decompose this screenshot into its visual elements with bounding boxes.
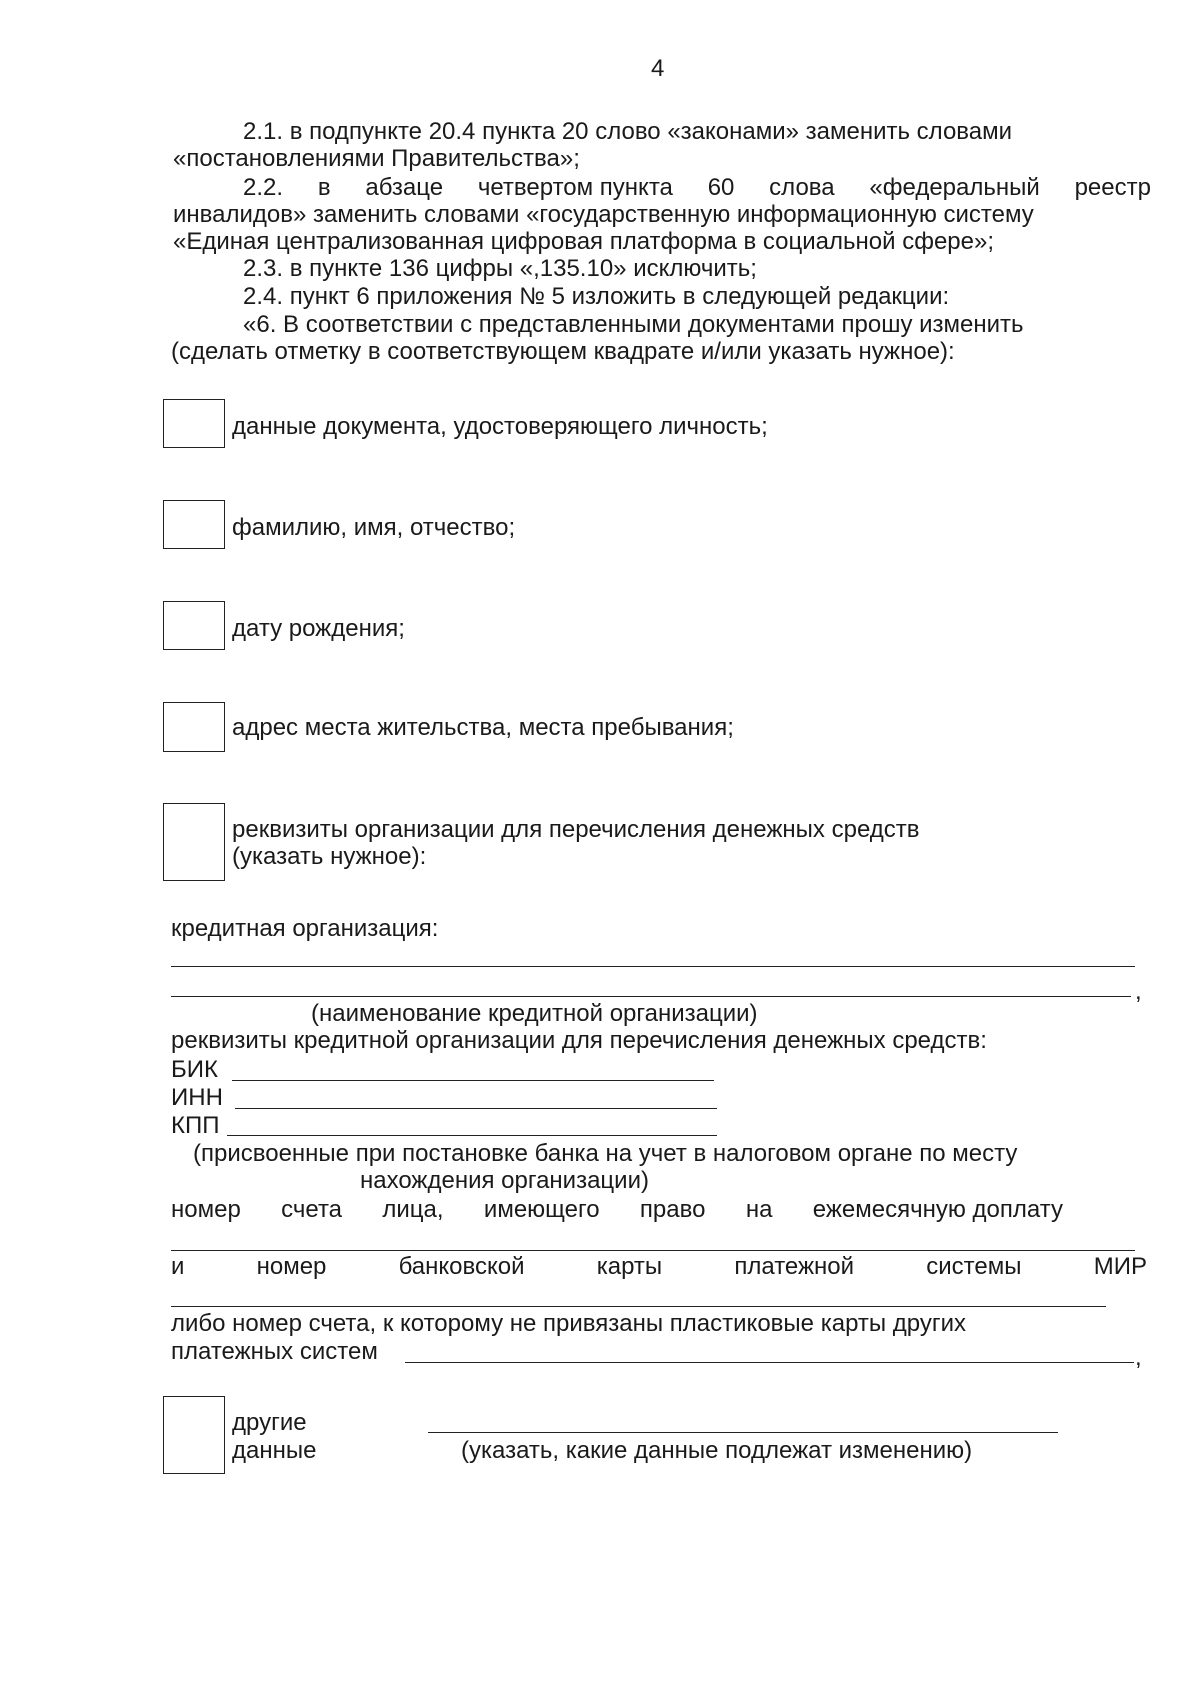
word: банковской bbox=[398, 1253, 525, 1280]
other-data-field[interactable] bbox=[428, 1432, 1058, 1433]
checkbox-bank-details[interactable] bbox=[163, 803, 225, 881]
word: ежемесячную доплату bbox=[812, 1196, 1063, 1223]
word: имеющего bbox=[483, 1196, 600, 1223]
other-account-field[interactable] bbox=[405, 1362, 1134, 1363]
word: абзаце bbox=[365, 174, 444, 201]
inn-label: ИНН bbox=[171, 1084, 223, 1111]
account-field[interactable] bbox=[171, 1250, 1135, 1251]
word: 2.2. bbox=[243, 174, 284, 201]
credit-org-label: кредитная организация: bbox=[171, 915, 439, 942]
other-account-line1: либо номер счета, к которому не привязаны пластиковые карты других bbox=[171, 1310, 967, 1337]
checkbox-document-data[interactable] bbox=[163, 399, 225, 448]
word: лица, bbox=[382, 1196, 444, 1223]
option-full-name-label: фамилию, имя, отчество; bbox=[232, 514, 516, 541]
item-2-1-line2: «постановлениями Правительства»; bbox=[173, 145, 580, 172]
word: платежной bbox=[734, 1253, 855, 1280]
checkbox-address[interactable] bbox=[163, 702, 225, 752]
word: 60 bbox=[707, 174, 735, 201]
word: «федеральный bbox=[869, 174, 1040, 201]
item-2-4: 2.4. пункт 6 приложения № 5 изложить в следующей редакции: bbox=[243, 283, 950, 310]
kpp-hint-line1: (присвоенные при постановке банка на учет в налоговом органе по месту bbox=[193, 1140, 1018, 1167]
checkbox-other-data[interactable] bbox=[163, 1396, 225, 1474]
credit-org-field-line2[interactable] bbox=[171, 996, 1131, 997]
bik-label: БИК bbox=[171, 1056, 218, 1083]
word: право bbox=[639, 1196, 706, 1223]
checkbox-birth-date[interactable] bbox=[163, 601, 225, 650]
word: реестр bbox=[1074, 174, 1151, 201]
word: системы bbox=[926, 1253, 1022, 1280]
option-birth-date-label: дату рождения; bbox=[232, 615, 405, 642]
option-address-label: адрес места жительства, места пребывания; bbox=[232, 714, 734, 741]
option-bank-details-line1: реквизиты организации для перечисления денежных средств bbox=[232, 816, 920, 843]
other-data-hint: (указать, какие данные подлежат изменению) bbox=[461, 1437, 973, 1464]
word: номер bbox=[171, 1196, 241, 1223]
word: карты bbox=[596, 1253, 663, 1280]
item-2-3: 2.3. в пункте 136 цифры «,135.10» исключить; bbox=[243, 255, 757, 282]
item-2-2-line2: инвалидов» заменить словами «государственную информационную систему bbox=[173, 201, 1034, 228]
option-other-line2: данные bbox=[232, 1437, 317, 1464]
word: на bbox=[745, 1196, 773, 1223]
comma: , bbox=[1135, 1344, 1142, 1371]
word: МИР bbox=[1093, 1253, 1147, 1280]
kpp-label: КПП bbox=[171, 1112, 220, 1139]
page-number: 4 bbox=[651, 55, 665, 82]
quote-line1: «6. В соответствии с представленными документами прошу изменить bbox=[243, 311, 1024, 338]
account-line bbox=[171, 1196, 1063, 1224]
kpp-hint-line2: нахождения организации) bbox=[360, 1167, 649, 1194]
item-2-1-line1: 2.1. в подпункте 20.4 пункта 20 слово «законами» заменить словами bbox=[243, 118, 1013, 145]
option-other-line1: другие bbox=[232, 1409, 307, 1436]
word: номер bbox=[256, 1253, 327, 1280]
inn-field[interactable] bbox=[235, 1108, 717, 1109]
credit-org-hint: (наименование кредитной организации) bbox=[311, 1000, 758, 1027]
word: и bbox=[171, 1253, 185, 1280]
kpp-field[interactable] bbox=[227, 1135, 717, 1136]
quote-line2: (сделать отметку в соответствующем квадрате и/или указать нужное): bbox=[171, 338, 955, 365]
comma: , bbox=[1135, 978, 1142, 1005]
word: слова bbox=[769, 174, 835, 201]
item-2-2-line3: «Единая централизованная цифровая платформа в социальной сфере»; bbox=[173, 228, 995, 255]
option-bank-details-line2: (указать нужное): bbox=[232, 843, 427, 870]
credit-org-field-line1[interactable] bbox=[171, 966, 1135, 967]
option-document-data-label: данные документа, удостоверяющего личность; bbox=[232, 413, 768, 440]
card-line bbox=[171, 1253, 1147, 1281]
other-account-line2: платежных систем bbox=[171, 1338, 378, 1365]
item-2-2-line1 bbox=[243, 174, 1151, 202]
requisites-label: реквизиты кредитной организации для перечисления денежных средств: bbox=[171, 1027, 987, 1054]
card-field[interactable] bbox=[171, 1306, 1106, 1307]
word: в bbox=[317, 174, 331, 201]
bik-field[interactable] bbox=[232, 1080, 714, 1081]
word: четвертом пункта bbox=[477, 174, 673, 201]
word: счета bbox=[281, 1196, 343, 1223]
checkbox-full-name[interactable] bbox=[163, 500, 225, 549]
